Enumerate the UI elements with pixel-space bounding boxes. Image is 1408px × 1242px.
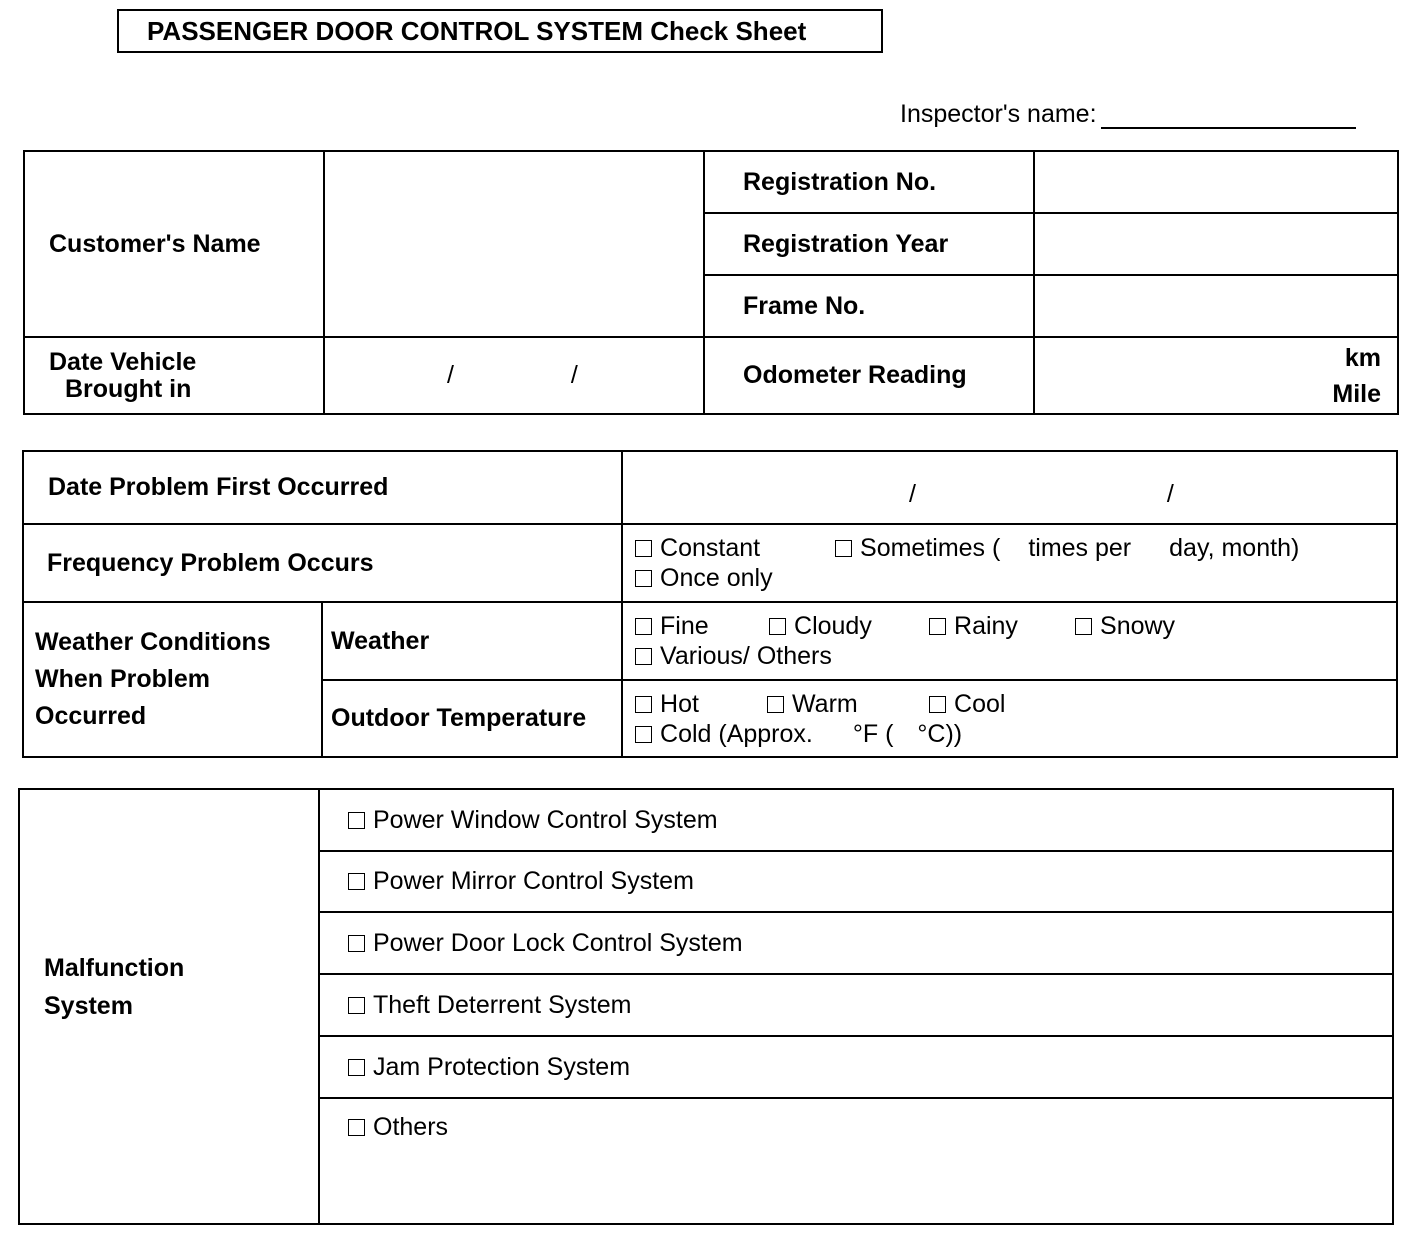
checkbox-icon[interactable] <box>635 540 652 557</box>
date-brought-in-field[interactable] <box>324 337 704 414</box>
system-power-mirror-option[interactable]: Power Mirror Control System <box>319 851 1393 912</box>
frequency-label: Frequency Problem Occurs <box>23 524 622 602</box>
odometer-field[interactable] <box>1034 337 1398 414</box>
checkbox-icon[interactable] <box>635 726 652 743</box>
sheet-title: PASSENGER DOOR CONTROL SYSTEM Check Sheet <box>117 9 883 53</box>
fahrenheit-unit: °F ( <box>852 719 894 748</box>
checkbox-icon[interactable] <box>348 935 365 952</box>
checkbox-icon[interactable] <box>769 618 786 635</box>
weather-fine-option[interactable]: Fine <box>635 611 769 641</box>
weather-conditions-label: Weather Conditions When Problem Occurred <box>23 602 322 757</box>
problem-conditions-table <box>22 450 1398 758</box>
system-others-option[interactable]: Others <box>319 1098 1393 1224</box>
frequency-sometimes-option[interactable]: Sometimes ( <box>835 534 1000 562</box>
weather-various-others-option[interactable]: Various/ Others <box>635 642 832 670</box>
odometer-label: Odometer Reading <box>704 337 1034 414</box>
inspector-name-label: Inspector's name: <box>900 100 1097 128</box>
date-first-occurred-label: Date Problem First Occurred <box>23 451 622 524</box>
checkbox-icon[interactable] <box>635 696 652 713</box>
checkbox-icon[interactable] <box>635 648 652 665</box>
registration-year-label: Registration Year <box>704 213 1034 275</box>
checkbox-icon[interactable] <box>835 540 852 557</box>
date-brought-in-label-line2: Brought in <box>65 374 192 403</box>
checkbox-icon[interactable] <box>348 873 365 890</box>
checkbox-icon[interactable] <box>635 570 652 587</box>
inspector-name-line[interactable] <box>1101 107 1356 129</box>
frequency-day-month: day, month) <box>1169 534 1300 562</box>
checkbox-icon[interactable] <box>1075 618 1092 635</box>
checkbox-icon[interactable] <box>635 618 652 635</box>
checkbox-icon[interactable] <box>767 696 784 713</box>
system-power-window-option[interactable]: Power Window Control System <box>319 789 1393 851</box>
weather-rainy-option[interactable]: Rainy <box>929 611 1075 641</box>
frequency-constant-option[interactable]: Constant <box>635 533 835 563</box>
vehicle-info-table <box>23 150 1399 415</box>
inspector-name-field[interactable] <box>900 100 1356 129</box>
malfunction-system-table <box>18 788 1394 1225</box>
frequency-times-per: times per <box>1028 534 1132 562</box>
date-brought-in-label <box>24 337 324 414</box>
frame-no-label: Frame No. <box>704 275 1034 337</box>
checkbox-icon[interactable] <box>348 997 365 1014</box>
system-power-door-lock-option[interactable]: Power Door Lock Control System <box>319 912 1393 974</box>
date-first-occurred-field[interactable] <box>622 451 1397 524</box>
temperature-options <box>622 680 1397 757</box>
malfunction-system-label: Malfunction System <box>19 789 319 1224</box>
odometer-unit-mile: Mile <box>1332 379 1381 408</box>
checkbox-icon[interactable] <box>348 812 365 829</box>
odometer-unit-km: km <box>1344 343 1381 372</box>
frequency-once-only-option[interactable]: Once only <box>635 564 773 592</box>
date-separator: / <box>570 361 578 389</box>
customer-name-field[interactable] <box>324 151 704 337</box>
date-separator: / <box>909 480 916 508</box>
temperature-cool-option[interactable]: Cool <box>929 690 1005 718</box>
frequency-options <box>622 524 1397 602</box>
checkbox-icon[interactable] <box>348 1059 365 1076</box>
weather-snowy-option[interactable]: Snowy <box>1075 612 1175 640</box>
celsius-unit: °C)) <box>917 719 963 748</box>
temperature-hot-option[interactable]: Hot <box>635 689 767 719</box>
outdoor-temperature-label: Outdoor Temperature <box>322 680 622 757</box>
weather-cloudy-option[interactable]: Cloudy <box>769 611 929 641</box>
customer-name-label: Customer's Name <box>24 151 324 337</box>
frame-no-field[interactable] <box>1034 275 1398 337</box>
checkbox-icon[interactable] <box>929 696 946 713</box>
date-separator: / <box>447 361 454 389</box>
weather-label: Weather <box>322 602 622 680</box>
checkbox-icon[interactable] <box>348 1119 365 1136</box>
system-theft-deterrent-option[interactable]: Theft Deterrent System <box>319 974 1393 1036</box>
checkbox-icon[interactable] <box>929 618 946 635</box>
temperature-cold-option[interactable]: Cold (Approx. °F ( °C)) <box>635 720 962 748</box>
registration-no-label: Registration No. <box>704 151 1034 213</box>
date-brought-in-label-line1: Date Vehicle <box>49 347 197 376</box>
system-jam-protection-option[interactable]: Jam Protection System <box>319 1036 1393 1098</box>
date-separator: / <box>1166 480 1174 508</box>
weather-options <box>622 602 1397 680</box>
registration-year-field[interactable] <box>1034 213 1398 275</box>
registration-no-field[interactable] <box>1034 151 1398 213</box>
temperature-warm-option[interactable]: Warm <box>767 689 929 719</box>
